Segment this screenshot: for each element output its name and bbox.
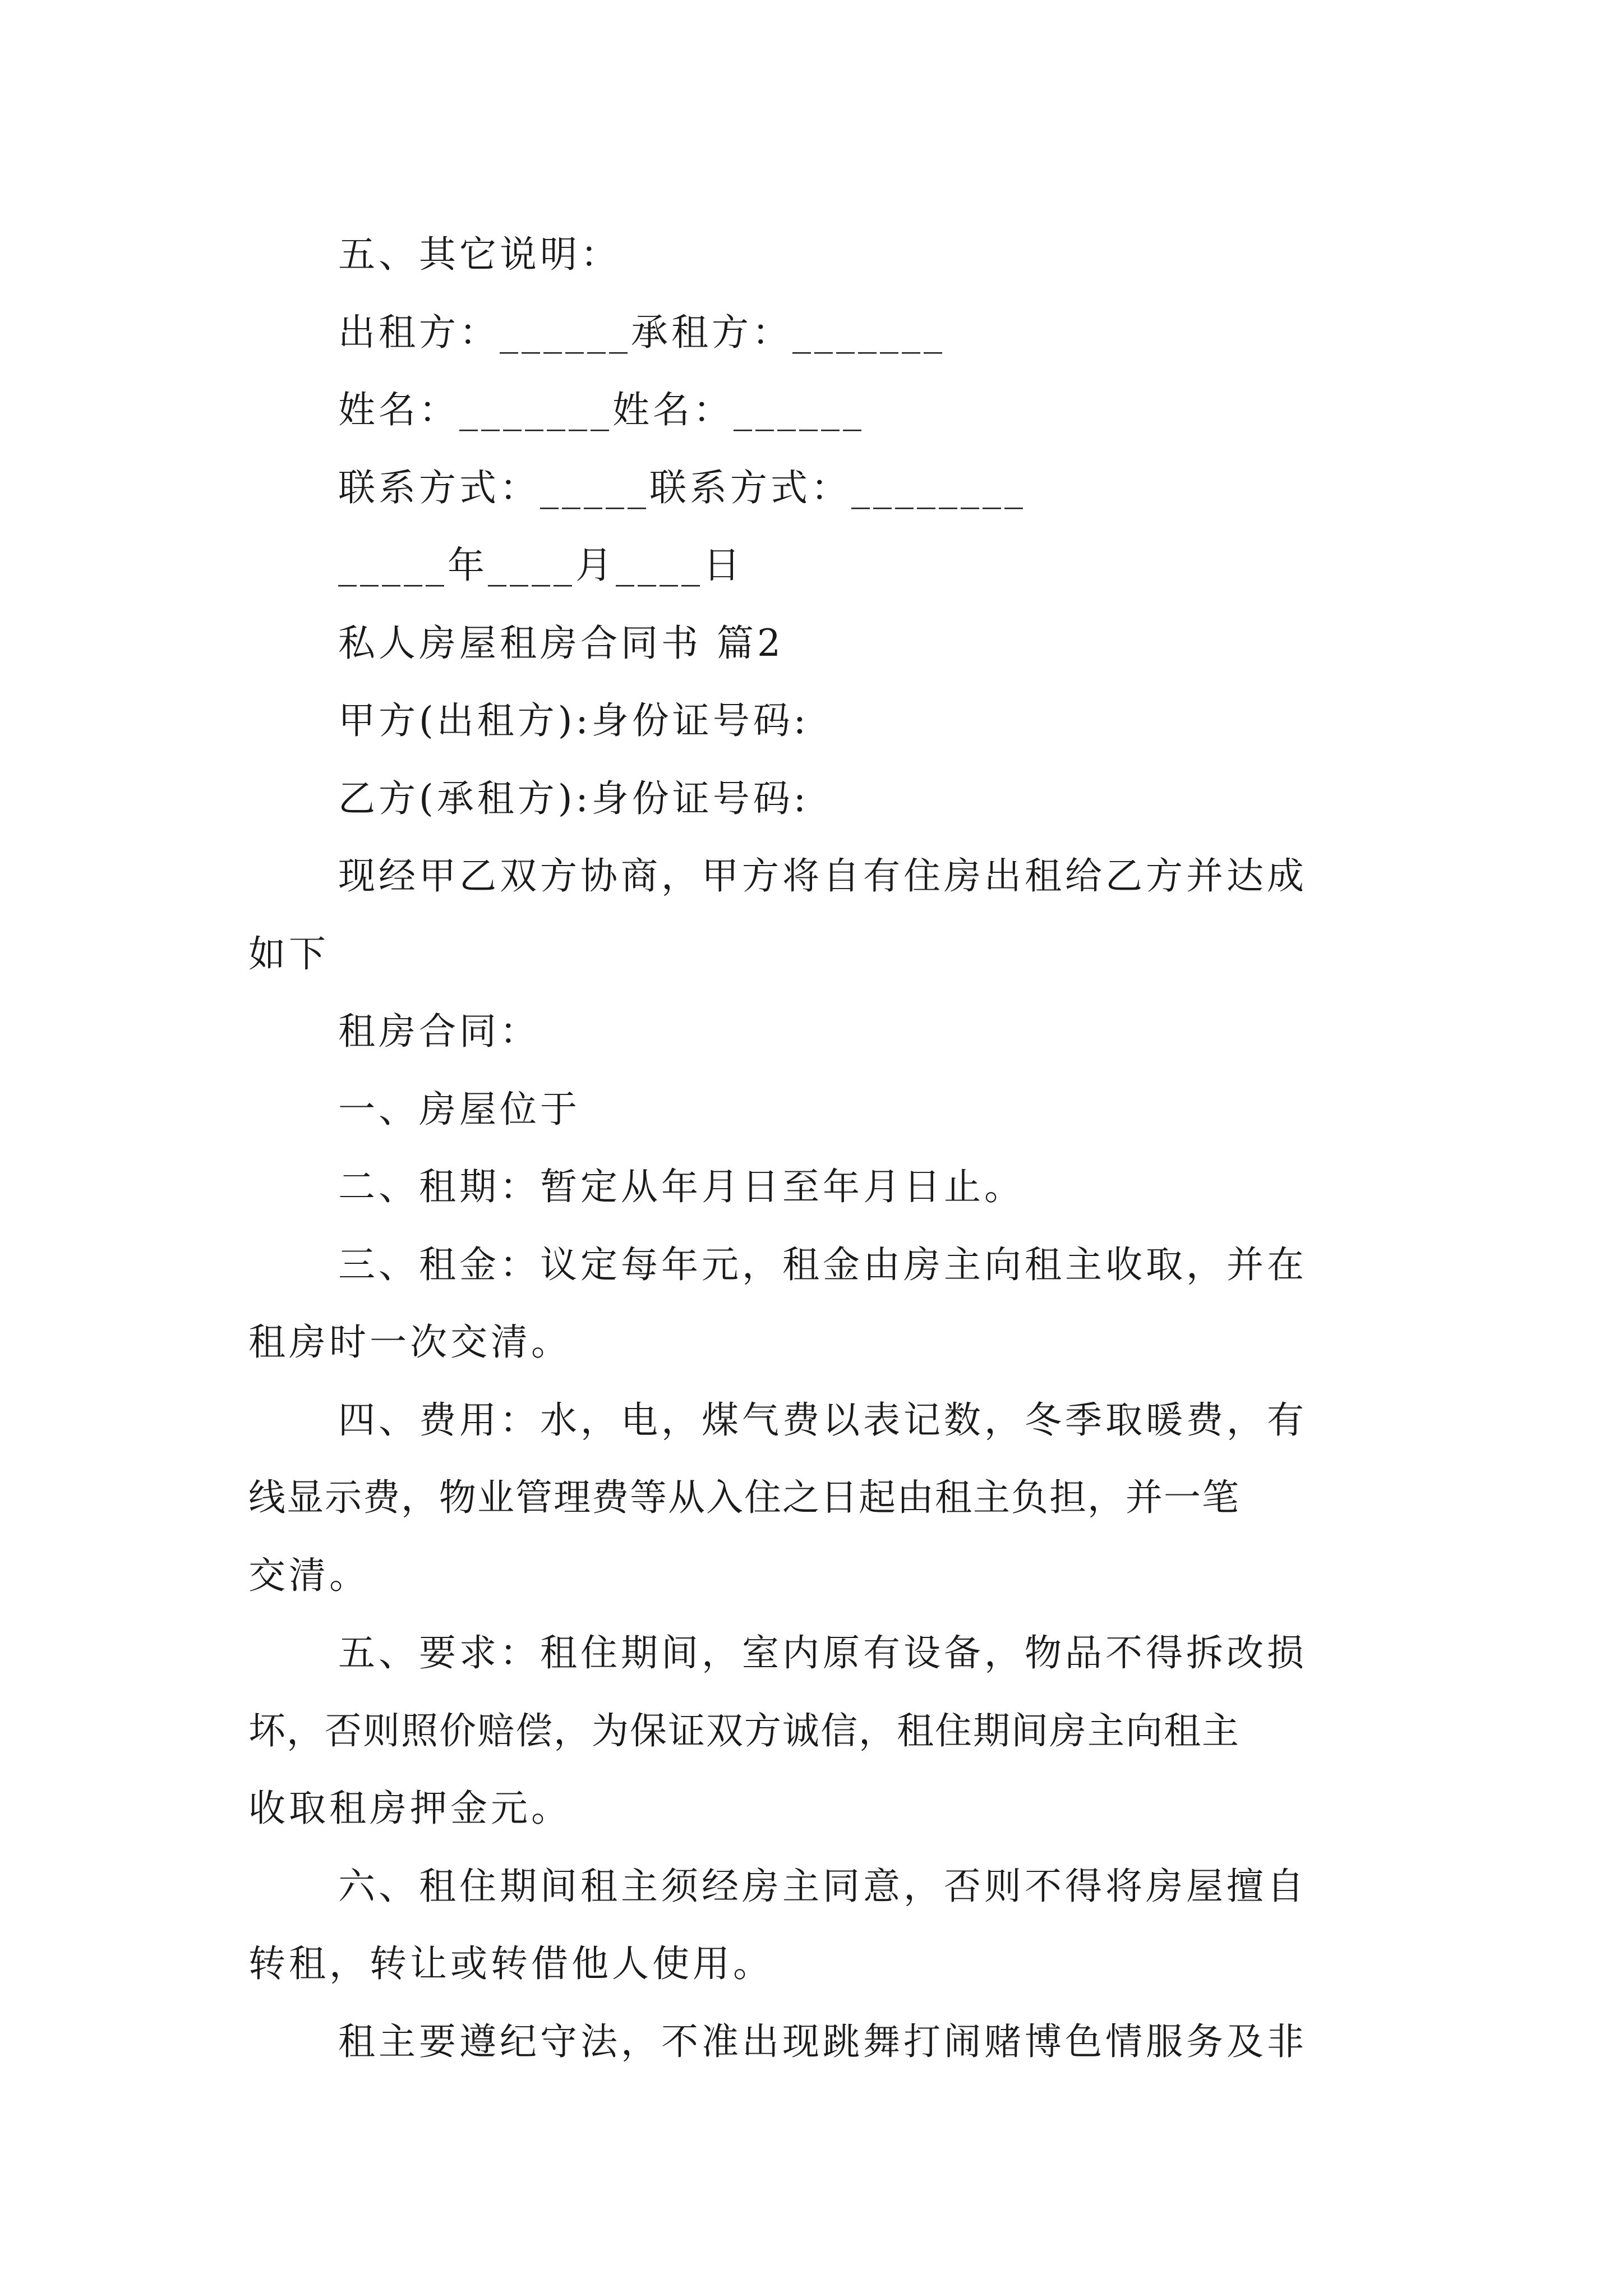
text-line: _____年____月____日 bbox=[338, 544, 744, 587]
text-line: 租房时一次交清。 bbox=[248, 1320, 571, 1364]
text-line: 租房合同： bbox=[338, 1010, 540, 1053]
text-line: 一、房屋位于 bbox=[338, 1087, 580, 1131]
text-line: 四、费用：水，电，煤气费以表记数，冬季取暖费，有 bbox=[338, 1398, 1307, 1442]
text-line: 如下 bbox=[248, 932, 329, 976]
text-line: 线显示费，物业管理费等从入住之日起由租主负担，并一笔 bbox=[248, 1476, 1240, 1519]
text-line: 交清。 bbox=[248, 1553, 370, 1597]
text-line: 收取租房押金元。 bbox=[248, 1787, 571, 1830]
text-line: 乙方(承租方):身份证号码: bbox=[338, 776, 809, 820]
text-line: 六、租住期间租主须经房主同意，否则不得将房屋擅自 bbox=[338, 1864, 1307, 1908]
text-line: 三、租金：议定每年元，租金由房主向租主收取，并在 bbox=[338, 1243, 1307, 1286]
text-line: 租主要遵纪守法，不准出现跳舞打闹赌博色情服务及非 bbox=[338, 2019, 1307, 2063]
text-line: 现经甲乙双方协商，甲方将自有住房出租给乙方并达成 bbox=[338, 854, 1307, 898]
text-line: 甲方(出租方):身份证号码: bbox=[338, 699, 809, 742]
text-line: 转租，转让或转借他人使用。 bbox=[248, 1942, 773, 1985]
text-line: 五、其它说明： bbox=[338, 233, 621, 276]
document-body bbox=[248, 216, 1387, 2081]
section-heading: 私人房屋租房合同书 篇2 bbox=[338, 621, 784, 665]
text-line: 出租方：______承租方：_______ bbox=[338, 310, 946, 354]
text-line: 坏，否则照价赔偿，为保证双方诚信，租住期间房主向租主 bbox=[248, 1709, 1240, 1752]
text-line: 姓名：_______姓名：______ bbox=[338, 388, 865, 431]
text-line: 五、要求：租住期间，室内原有设备，物品不得拆改损 bbox=[338, 1631, 1307, 1674]
text-line: 联系方式：_____联系方式：________ bbox=[338, 466, 1026, 509]
text-line: 二、租期：暂定从年月日至年月日止。 bbox=[338, 1165, 1025, 1208]
